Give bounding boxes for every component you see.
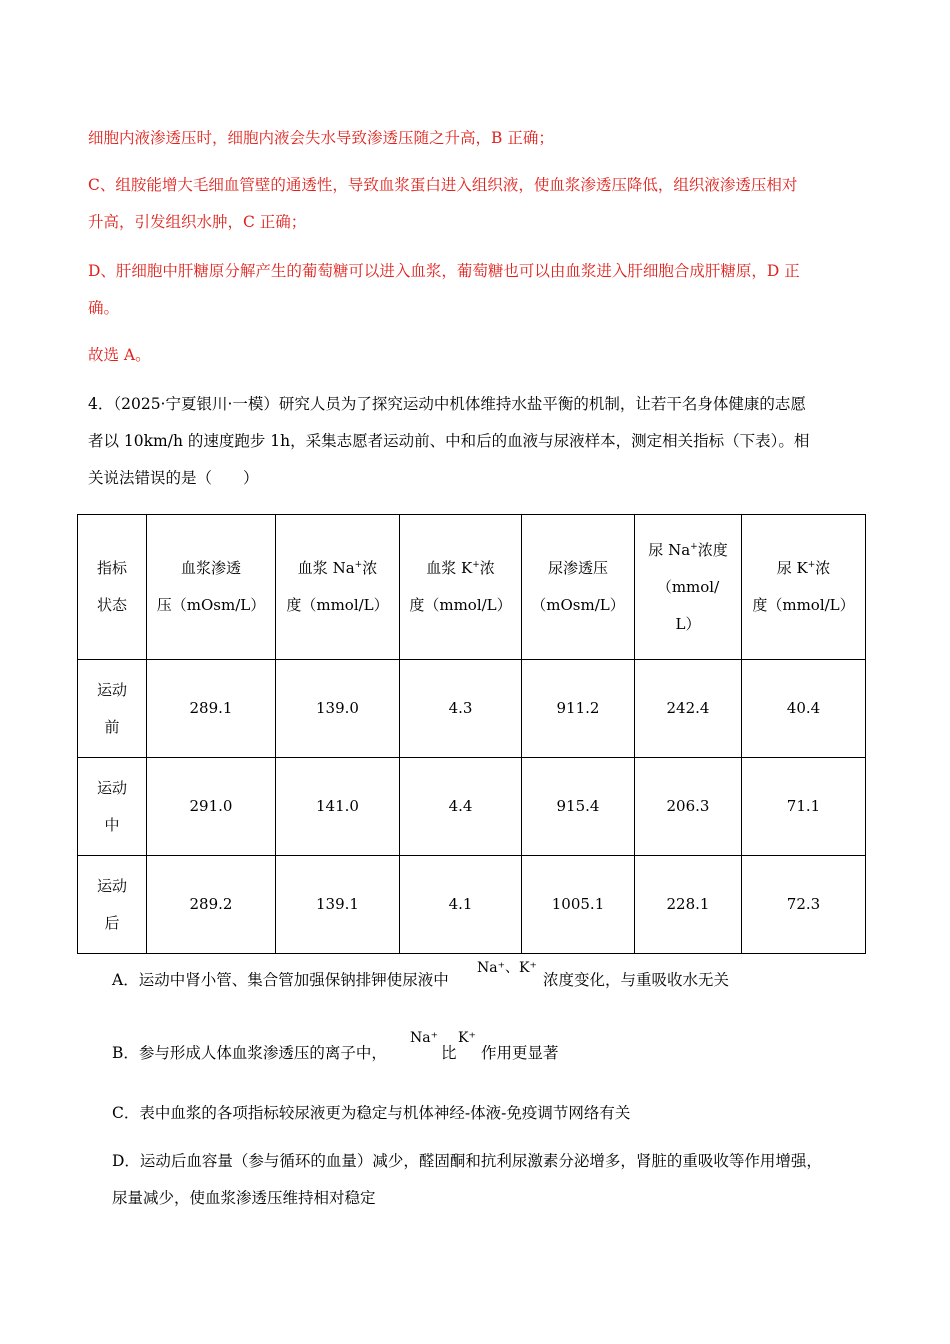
- data-table: [77, 514, 866, 954]
- header-text: 压（mOsm/L）: [156, 596, 266, 614]
- header-text: 尿 Na+浓度: [648, 540, 728, 559]
- table-cell: 228.1: [635, 856, 742, 954]
- header-text: 血浆 K+浓: [426, 559, 495, 577]
- option-a-text: A．运动中肾小管、集合管加强保钠排钾使尿液中: [112, 971, 449, 989]
- header-text: 度（mmol/L）: [286, 596, 389, 614]
- explanation-line-5: 确。: [88, 299, 120, 317]
- header-col-plasma-k: [400, 515, 522, 660]
- option-d-line-2[interactable]: 尿量减少，使血浆渗透压维持相对稳定: [112, 1189, 376, 1207]
- explanation-line-1: 细胞内液渗透压时，细胞内液会失水导致渗透压随之升高，B 正确；: [88, 129, 554, 147]
- option-d-line-1[interactable]: D．运动后血容量（参与循环的血量）减少，醛固酮和抗利尿激素分泌增多，肾脏的重吸收等作用增强，: [112, 1152, 822, 1170]
- option-b-ion-k: K⁺: [458, 1030, 476, 1046]
- header-text: （mOsm/L）: [531, 596, 625, 614]
- option-b-mid: 比: [441, 1044, 457, 1062]
- table-cell: 291.0: [147, 758, 276, 856]
- header-text: 尿 K+浓: [776, 559, 831, 577]
- option-b-tail: 作用更显著: [481, 1044, 559, 1062]
- header-text: 血浆渗透: [180, 559, 241, 577]
- table-cell: 911.2: [522, 660, 635, 758]
- header-corner-top: 指标: [96, 559, 127, 577]
- table-cell: 4.1: [400, 856, 522, 954]
- header-text: L）: [675, 614, 701, 633]
- header-corner: [78, 515, 147, 660]
- question-line-3: 关说法错误的是（ ）: [88, 469, 259, 487]
- table-cell: 1005.1: [522, 856, 635, 954]
- header-text: （mmol/: [656, 577, 720, 596]
- table-cell: 206.3: [635, 758, 742, 856]
- header-col-plasma-na: [276, 515, 400, 660]
- row-state: 运动 后: [78, 856, 147, 954]
- table-row: [78, 660, 866, 758]
- table-cell: 4.4: [400, 758, 522, 856]
- table-cell: 72.3: [742, 856, 866, 954]
- header-col-plasma-osmolality: [147, 515, 276, 660]
- table-cell: 289.1: [147, 660, 276, 758]
- question-line-1: 4．（2025·宁夏银川·一模）研究人员为了探究运动中机体维持水盐平衡的机制，让若干名身体健康的志愿: [88, 395, 806, 413]
- table-cell: 71.1: [742, 758, 866, 856]
- table-cell: 139.0: [276, 660, 400, 758]
- explanation-line-4: D、肝细胞中肝糖原分解产生的葡萄糖可以进入血浆，葡萄糖也可以由血浆进入肝细胞合成肝糖原，D 正: [88, 262, 800, 280]
- table-row: [78, 856, 866, 954]
- header-corner-bottom: 状态: [96, 596, 127, 614]
- row-state: 运动 中: [78, 758, 147, 856]
- table-cell: 915.4: [522, 758, 635, 856]
- table-row: [78, 758, 866, 856]
- row-state: 运动 前: [78, 660, 147, 758]
- option-b[interactable]: [112, 1043, 387, 1063]
- header-text: 尿渗透压: [547, 559, 608, 577]
- table-cell: 4.3: [400, 660, 522, 758]
- table-cell: 139.1: [276, 856, 400, 954]
- header-col-urine-k: [742, 515, 866, 660]
- header-col-urine-na: [635, 515, 742, 660]
- table-header-row: [78, 515, 866, 660]
- explanation-line-2: C、组胺能增大毛细血管壁的通透性，导致血浆蛋白进入组织液，使血浆渗透压降低，组织液渗透压相对: [88, 176, 798, 194]
- table-cell: 40.4: [742, 660, 866, 758]
- question-line-2: 者以 10km/h 的速度跑步 1h，采集志愿者运动前、中和后的血液与尿液样本，测定相关指标（下表）。相: [88, 432, 810, 450]
- explanation-line-3: 升高，引发组织水肿，C 正确；: [88, 213, 307, 231]
- option-c[interactable]: C．表中血浆的各项指标较尿液更为稳定与机体神经-体液-免疫调节网络有关: [112, 1104, 631, 1122]
- option-a-ions: Na⁺、K⁺: [477, 960, 537, 976]
- header-text: 度（mmol/L）: [409, 596, 512, 614]
- table-cell: 289.2: [147, 856, 276, 954]
- header-col-urine-osmolality: [522, 515, 635, 660]
- header-text: 度（mmol/L）: [752, 596, 855, 614]
- table-cell: 141.0: [276, 758, 400, 856]
- table-cell: 242.4: [635, 660, 742, 758]
- option-a-tail: 浓度变化，与重吸收水无关: [543, 971, 730, 989]
- header-text: 血浆 Na+浓: [297, 559, 378, 577]
- explanation-line-6: 故选 A。: [88, 346, 151, 364]
- option-b-ion-na: Na⁺: [410, 1030, 438, 1046]
- option-a[interactable]: [112, 970, 449, 990]
- option-b-text: B．参与形成人体血浆渗透压的离子中，: [112, 1044, 387, 1062]
